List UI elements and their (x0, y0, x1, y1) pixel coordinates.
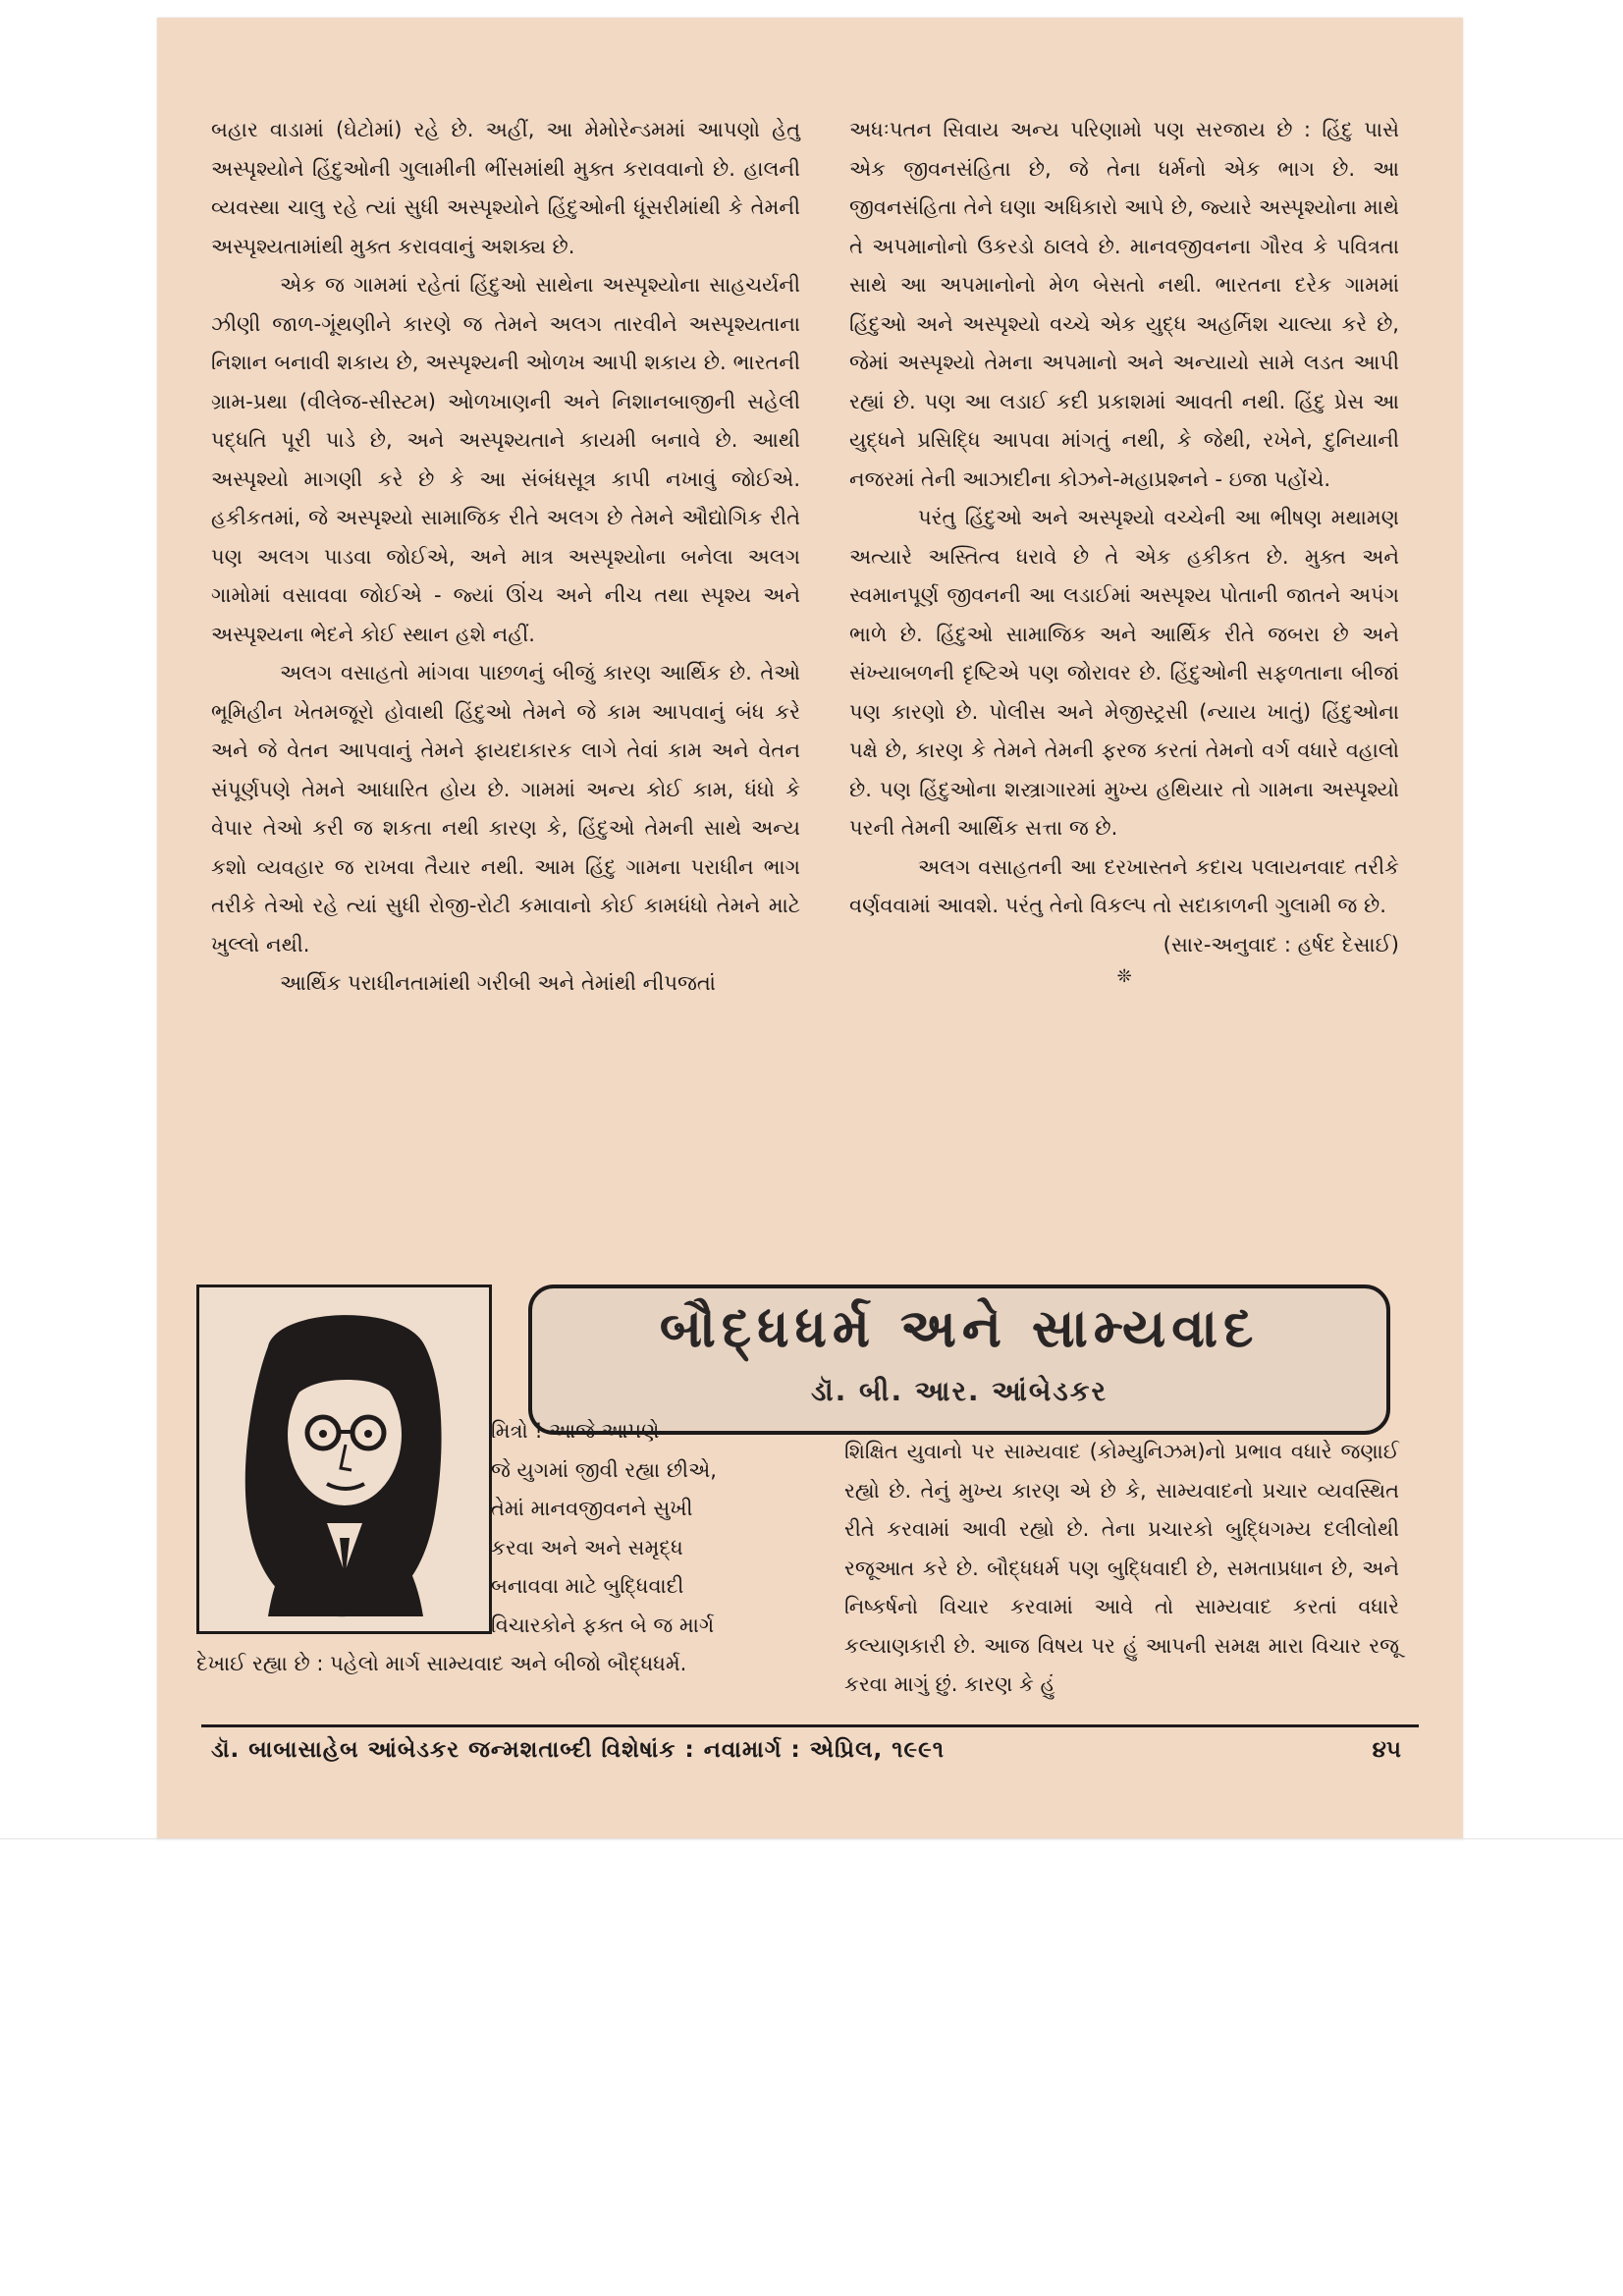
text-line: જે યુગમાં જીવી રહ્યા છીએ, (491, 1457, 717, 1482)
text-line: બનાવવા માટે બુદ્ધિવાદી (491, 1574, 684, 1598)
article-title: બૌદ્ધધર્મ અને સામ્યવાદ (659, 1296, 1260, 1359)
article-right-column (844, 1412, 1399, 1725)
footer-issue-title: ડૉ. બાબાસાહેબ આંબેડકર જન્મશતાબ્દી વિશેષાંક : નવામાર્ગ : એપ્રિલ, ૧૯૯૧ (211, 1737, 946, 1763)
scan-edge-divider (0, 1838, 1623, 1839)
paragraph: પરંતુ હિંદુઓ અને અસ્પૃશ્યો વચ્ચેની આ ભીષણ મથામણ અત્યારે અસ્તિત્વ ધરાવે છે તે એક હકીકત છે. મુક્ત અને સ્વમાનપૂર્ણ જીવનની આ લડાઈમાં અસ્પૃશ્ય પોતાની જાતને અપંગ ભાળે છે. હિંદુઓ સામાજિક અને આર્થિક રીતે જબરા છે અને સંખ્યાબળની દૃષ્ટિએ પણ જોરાવર છે. હિંદુઓની સફળતાના બીજાં પણ કારણો છે. પોલીસ અને મેજીસ્ટ્રસી (ન્યાય ખાતું) હિંદુઓના પક્ષે છે, કારણ કે તેમને તેમની ફરજ કરતાં તેમનો વર્ગ વધારે વહાલો છે. પણ હિંદુઓના શસ્ત્રાગારમાં મુખ્ય હથિયાર તો ગામના અસ્પૃશ્યો પરની તેમની આર્થિક સત્તા જ છે. (849, 506, 1399, 840)
previous-article-left-column (211, 111, 800, 1004)
paragraph: અધઃપતન સિવાય અન્ય પરિણામો પણ સરજાય છે : હિંદુ પાસે એક જીવનસંહિતા છે, જે તેના ધર્મનો એક ભાગ છે. આ જીવનસંહિતા તેને ઘણા અધિકારો આપે છે, જ્યારે અસ્પૃશ્યોના માથે તે અપમાનોનો ઉકરડો ઠાલવે છે. માનવજીવનના ગૌરવ કે પવિત્રતા સાથે આ અપમાનોનો મેળ બેસતો નથી. ભારતના દરેક ગામમાં હિંદુઓ અને અસ્પૃશ્યો વચ્ચે એક યુદ્ધ અહર્નિશ ચાલ્યા કરે છે, જેમાં અસ્પૃશ્યો તેમના અપમાનો અને અન્યાયો સામે લડત આપી રહ્યાં છે. પણ આ લડાઈ કદી પ્રકાશમાં આવતી નથી. હિંદુ પ્રેસ આ યુદ્ધને પ્રસિદ્ધિ આપવા માંગતું નથી, કે જેથી, રખેને, દુનિયાની નજરમાં તેની આઝાદીના કોઝને-મહાપ્રશ્નને - ઇજા પહોંચે. (849, 118, 1399, 491)
previous-article-right-column (849, 111, 1399, 990)
text-line: મિત્રો ! આજે આપણે (491, 1419, 660, 1443)
page-number: ૪૫ (1372, 1737, 1401, 1763)
text-line: દેખાઈ રહ્યા છે : પહેલો માર્ગ સામ્યવાદ અને બીજો બૌદ્ધધર્મ. (196, 1652, 687, 1675)
text-line: તેમાં માનવજીવનને સુખી (491, 1497, 693, 1520)
paragraph: અલગ વસાહતની આ દરખાસ્તને કદાચ પલાયનવાદ તરીકે વર્ણવવામાં આવશે. પરંતુ તેનો વિકલ્પ તો સદાકાળની ગુલામી જ છે. (849, 854, 1399, 917)
text-line: વિચારકોને ફક્ત બે જ માર્ગ (491, 1613, 715, 1637)
paragraph: શિક્ષિત યુવાનો પર સામ્યવાદ (કોમ્યુનિઝમ)નો પ્રભાવ વધારે જણાઈ રહ્યો છે. તેનું મુખ્ય કારણ એ છે કે, સામ્યવાદનો પ્રચાર વ્યવસ્થિત રીતે કરવામાં આવી રહ્યો છે. તેના પ્રચારકો બુદ્ધિગમ્ય દલીલોથી રજૂઆત કરે છે. બૌદ્ધધર્મ પણ બુદ્ધિવાદી છે, સમતાપ્રધાન છે, અને નિષ્કર્ષનો વિચાર કરવામાં આવે તો સામ્યવાદ કરતાં વધારે કલ્યાણકારી છે. આજ વિષય પર હું આપની સમક્ષ મારા વિચાર રજૂ કરવા માગું છું. કારણ કે હું (844, 1440, 1399, 1696)
paragraph: એક જ ગામમાં રહેતાં હિંદુઓ સાથેના અસ્પૃશ્યોના સાહચર્યની ઝીણી જાળ-ગૂંથણીને કારણે જ તેમને અલગ તારવીને અસ્પૃશ્યતાના નિશાન બનાવી શકાય છે, અસ્પૃશ્યની ઓળખ આપી શકાય છે. ભારતની ગ્રામ-પ્રથા (વીલેજ-સીસ્ટમ) ઓળખાણની અને નિશાનબાજીની સહેલી પદ્ધતિ પૂરી પાડે છે, અને અસ્પૃશ્યતાને કાયમી બનાવે છે. આથી અસ્પૃશ્યો માગણી કરે છે કે આ સંબંધસૂત્ર કાપી નખાવું જોઈએ. હકીકતમાં, જે અસ્પૃશ્યો સામાજિક રીતે અલગ છે તેમને ઔદ્યોગિક રીતે પણ અલગ પાડવા જોઈએ, અને માત્ર અસ્પૃશ્યોના બનેલા અલગ ગામોમાં વસાવવા જોઈએ - જ્યાં ઊંચ અને નીચ તથા સ્પૃશ્ય અને અસ્પૃશ્યના ભેદને કોઈ સ્થાન હશે નહીં. (211, 273, 800, 646)
end-mark-icon: ❊ (1116, 966, 1132, 987)
scanned-page (157, 18, 1463, 1839)
text-line: કરવા અને અને સમૃદ્ધ (491, 1535, 683, 1559)
translator-credit: (સાર-અનુવાદ : હર્ષદ દેસાઈ) (1163, 932, 1399, 957)
paragraph: બહાર વાડામાં (ઘેટોમાં) રહે છે. અહીં, આ મેમોરેન્ડમમાં આપણો હેતુ અસ્પૃશ્યોને હિંદુઓની ગુલામીની ભીંસમાંથી મુક્ત કરાવવાનો છે. હાલની વ્યવસ્થા ચાલુ રહે ત્યાં સુધી અસ્પૃશ્યોને હિંદુઓની ધૂંસરીમાંથી કે તેમની અસ્પૃશ્યતામાંથી મુક્ત કરાવવાનું અશક્ય છે. (211, 118, 800, 258)
paragraph: આર્થિક પરાધીનતામાંથી ગરીબી અને તેમાંથી નીપજતાં (280, 971, 716, 995)
article-author: ડૉ. બી. આર. આંબેડકર (810, 1375, 1109, 1407)
article-left-column (196, 1412, 805, 1684)
paragraph: અલગ વસાહતો માંગવા પાછળનું બીજું કારણ આર્થિક છે. તેઓ ભૂમિહીન ખેતમજૂરો હોવાથી હિંદુઓ તેમને જે કામ આપવાનું બંધ કરે અને જે વેતન આપવાનું તેમને ફાયદાકારક લાગે તેવાં કામ અને વેતન સંપૂર્ણપણે તેમને આધારિત હોય છે. ગામમાં અન્ય કોઈ કામ, ધંધો કે વેપાર તેઓ કરી જ શકતા નથી કારણ કે, હિંદુઓ તેમની સાથે અન્ય કશો વ્યવહાર જ રાખવા તૈયાર નથી. આમ હિંદુ ગામના પરાધીન ભાગ તરીકે તેઓ રહે ત્યાં સુધી રોજી-રોટી કમાવાનો કોઈ કામધંધો તેમને માટે ખુલ્લો નથી. (211, 661, 800, 957)
page-footer (201, 1724, 1419, 1777)
